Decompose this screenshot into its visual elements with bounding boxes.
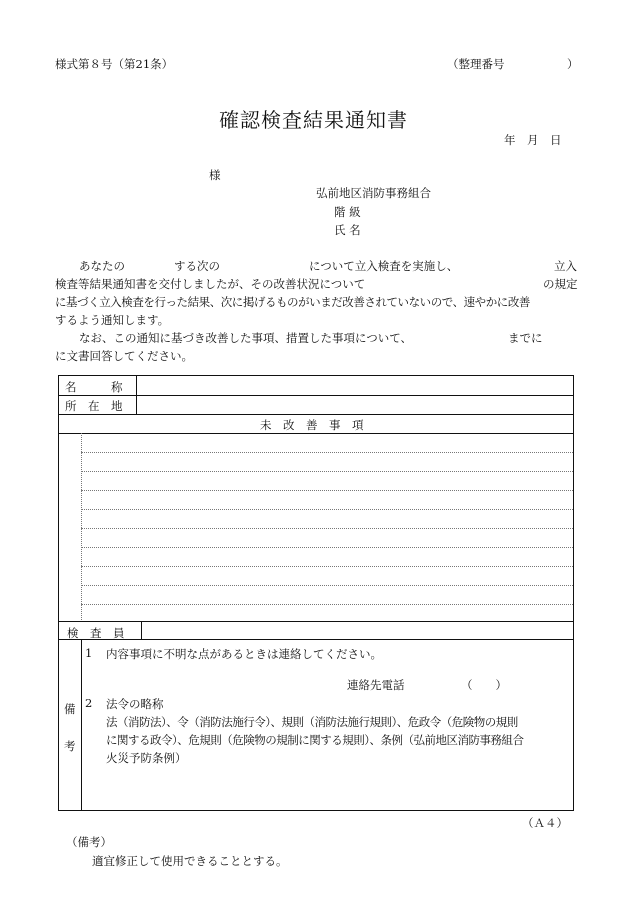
body-line-2a: 検査等結果通知書を交付しましたが、その改善状況について [55,277,366,291]
body-line-4: するよう通知します。 [55,313,170,327]
note-2-title: 法令の略称 [106,697,164,711]
note-2-line-3: 火災予防条例） [106,751,187,765]
item-row-line [81,509,573,510]
body-line-5b: までに [508,331,543,345]
contact-phone-label: 連絡先電話 [347,678,405,692]
body-line-1d: 立入 [554,259,577,273]
result-table [58,375,574,811]
body-line-1b: する次の [174,259,220,273]
note-1-text: 内容事項に不明な点があるときは連絡してください。 [106,647,382,661]
row-divider-header [59,433,573,434]
contact-phone-paren: （ ） [461,678,507,692]
body-line-6: に文書回答してください。 [55,349,193,363]
unimproved-items-header: 未 改 善 事 項 [260,418,364,432]
remarks-label-1: 備 [64,702,76,716]
remarks-label-2: 考 [64,739,76,753]
facility-name-label: 名 称 [65,380,123,394]
remarks-label-divider [81,639,82,810]
date-line: 年 月 日 [504,133,562,147]
paper-size: （Ａ４） [522,816,568,830]
item-row-line [81,452,573,453]
body-line-2b: の規定 [543,277,578,291]
inspector-divider [141,621,142,639]
document-title: 確認検査結果通知書 [219,108,408,132]
item-row-line [81,585,573,586]
item-row-line [81,547,573,548]
row-divider-inspector-bottom [59,639,573,640]
form-number: 様式第８号（第21条） [55,57,174,71]
note-2-number: 2 [85,696,93,710]
sender-organization: 弘前地区消防事務組合 [316,186,431,200]
body-line-1a: あなたの [79,259,125,273]
row-divider-inspector-top [59,621,573,622]
body-line-1c: について立入検査を実施し、 [309,259,459,273]
reference-number-label: （整理番号 [447,57,505,71]
note-2-line-2: に関する政令）、危規則（危険物の規制に関する規則）、条例（弘前地区消防事務組合 [106,733,524,747]
note-2-line-1: 法（消防法）、令（消防法施行令）、規則（消防法施行規則）、危政令（危険物の規則 [106,715,518,729]
footer-remarks-text: 適宜修正して使用できることとする。 [92,854,288,868]
item-row-line [81,490,573,491]
footer-remarks-heading: （備考） [66,835,112,849]
sender-name-label: 氏 名 [334,223,361,237]
inspector-label: 検 査 員 [67,626,125,640]
row-divider-name [59,395,573,396]
sender-rank-label: 階 級 [334,205,361,219]
item-row-line [81,604,573,605]
note-1-number: 1 [85,646,93,660]
row-divider-location [59,414,573,415]
item-row-line [81,471,573,472]
body-line-5a: なお、この通知に基づき改善した事項、措置した事項について、 [79,331,413,345]
reference-number-close: ） [567,57,579,71]
item-number-divider [81,433,82,620]
item-row-line [81,566,573,567]
facility-location-label: 所 在 地 [65,399,123,413]
item-row-line [81,528,573,529]
body-line-3: に基づく立入検査を行った結果、次に掲げるものがいまだ改善されていないので、速やかに改善 [55,295,530,309]
addressee-suffix: 様 [209,168,221,182]
